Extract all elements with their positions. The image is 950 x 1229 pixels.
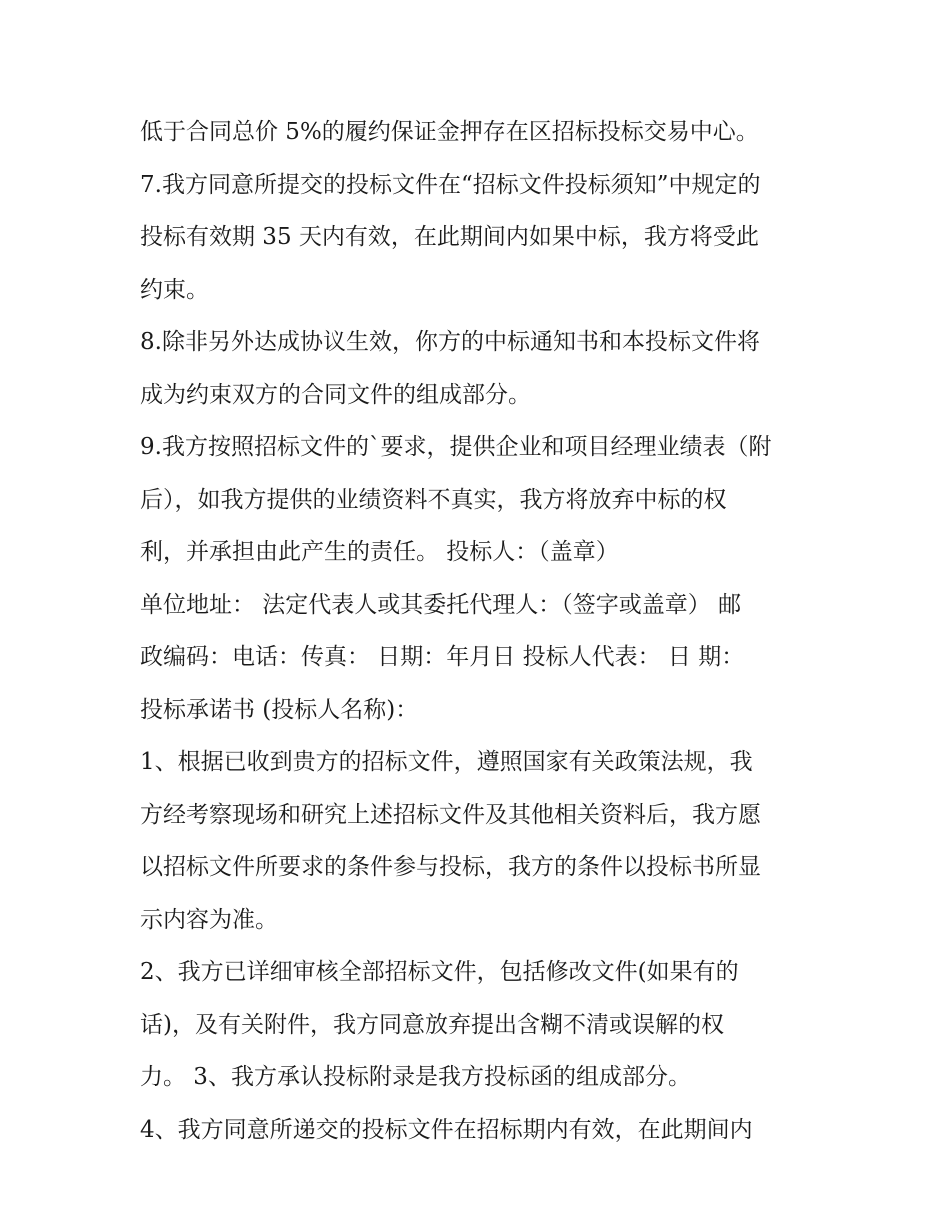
- text-line: 2、我方已详细审核全部招标文件，包括修改文件(如果有的: [140, 959, 739, 985]
- text-line: 方经考察现场和研究上述招标文件及其他相关资料后，我方愿: [140, 801, 761, 828]
- text-line: 1、根据已收到贵方的招标文件，遵照国家有关政策法规，我: [140, 749, 753, 775]
- text-line: 成为约束双方的合同文件的组成部分。: [140, 381, 531, 408]
- text-line: 后），如我方提供的业绩资料不真实，我方将放弃中标的权: [140, 486, 727, 513]
- document-body: [140, 106, 830, 1156]
- text-line: 力。 3、我方承认投标附录是我方投标函的组成部分。: [140, 1064, 691, 1090]
- text-line: 投标有效期 35 天内有效，在此期间内如果中标，我方将受此: [140, 224, 759, 250]
- text-line: 7.我方同意所提交的投标文件在“招标文件投标须知”中规定的: [140, 171, 761, 198]
- text-line: 约束。: [140, 276, 209, 303]
- text-line: 投标承诺书 (投标人名称)：: [140, 696, 419, 723]
- text-line: 低于合同总价 5%的履约保证金押存在区招标投标交易中心。: [140, 119, 759, 145]
- text-line: 利，并承担由此产生的责任。 投标人：（盖章）: [140, 539, 619, 565]
- text-line: 单位地址： 法定代表人或其委托代理人：（签字或盖章） 邮: [140, 591, 742, 618]
- text-line: 以招标文件所要求的条件参与投标，我方的条件以投标书所显: [140, 854, 761, 880]
- text-line: 8.除非另外达成协议生效，你方的中标通知书和本投标文件将: [140, 329, 760, 355]
- text-line: 话)，及有关附件，我方同意放弃提出含糊不清或误解的权: [140, 1011, 724, 1038]
- text-line: 9.我方按照招标文件的`要求，提供企业和项目经理业绩表（附: [140, 434, 772, 460]
- text-line: 4、我方同意所递交的投标文件在招标期内有效，在此期间内: [140, 1116, 753, 1143]
- text-line: 示内容为准。: [140, 906, 278, 933]
- text-line: 政编码：电话：传真： 日期：年月日 投标人代表： 日 期：: [140, 644, 745, 670]
